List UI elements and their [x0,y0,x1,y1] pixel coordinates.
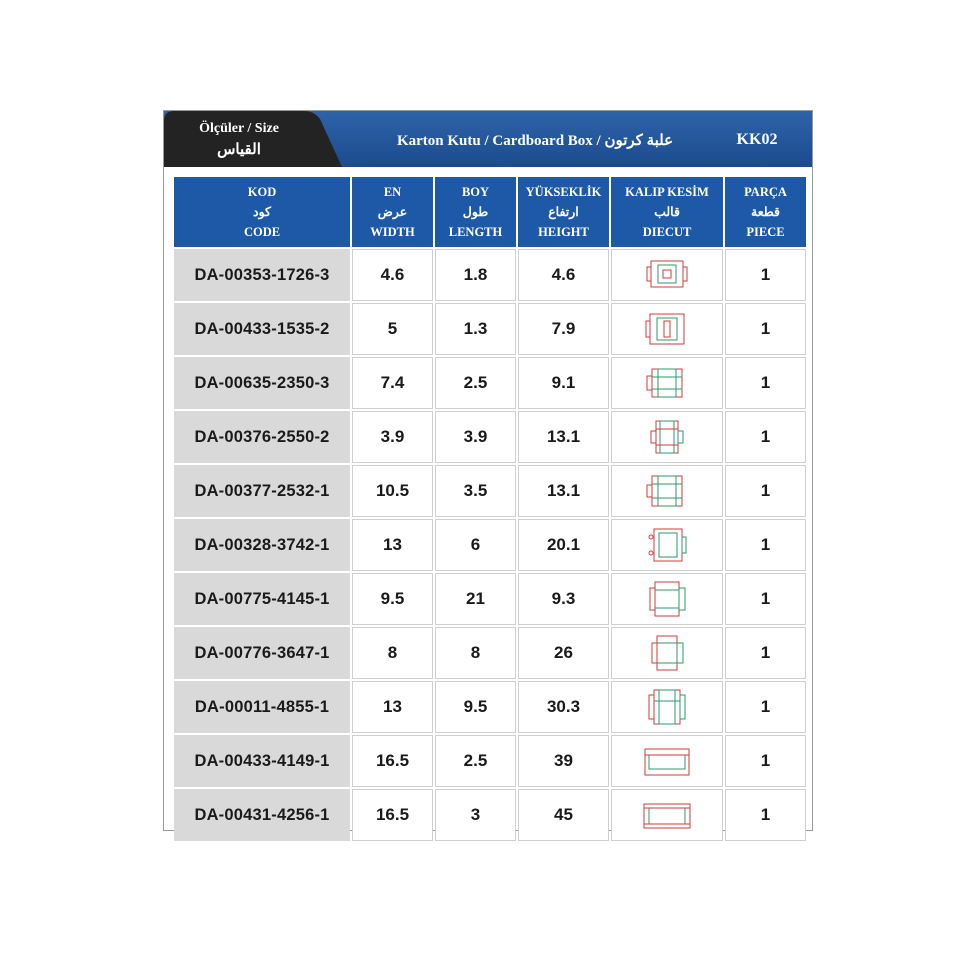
box-diecut-icon [640,471,694,511]
column-header-length-tr: BOY [461,185,490,199]
column-header-diecut [611,177,723,247]
length-cell: 6 [435,519,516,571]
column-header-code-ar: كود [253,205,271,219]
product-table [172,175,808,843]
height-cell: 20.1 [518,519,609,571]
column-header-code-tr: KOD [247,185,277,199]
box-diecut-icon [640,741,694,781]
box-diecut-icon [640,363,694,403]
product-code-cell: DA-00377-2532-1 [174,465,350,517]
width-cell: 16.5 [352,735,433,787]
piece-cell: 1 [725,519,806,571]
width-cell: 16.5 [352,789,433,841]
table-row [174,681,806,733]
diecut-cell [611,573,723,625]
diecut-cell [611,465,723,517]
height-cell: 26 [518,627,609,679]
diecut-cell [611,627,723,679]
width-cell: 13 [352,519,433,571]
width-cell: 4.6 [352,249,433,301]
diecut-cell [611,681,723,733]
diecut-cell [611,789,723,841]
box-diecut-icon [640,795,694,835]
piece-cell: 1 [725,789,806,841]
product-code-cell: DA-00433-4149-1 [174,735,350,787]
product-code-cell: DA-00328-3742-1 [174,519,350,571]
length-cell: 9.5 [435,681,516,733]
column-header-code [174,177,350,247]
column-header-length-ar: طول [462,205,489,219]
diecut-cell [611,519,723,571]
column-header-diecut-en: DIECUT [642,225,692,239]
width-cell: 10.5 [352,465,433,517]
table-row [174,465,806,517]
column-header-height-ar: ارتفاع [548,205,579,219]
header-banner [164,111,812,167]
product-code-cell: DA-00376-2550-2 [174,411,350,463]
height-cell: 9.3 [518,573,609,625]
table-row [174,627,806,679]
height-cell: 13.1 [518,411,609,463]
product-code-cell: DA-00635-2350-3 [174,357,350,409]
size-tab [164,111,342,167]
table-row [174,735,806,787]
box-diecut-icon [640,687,694,727]
table-row [174,519,806,571]
product-sheet [163,110,813,831]
column-header-diecut-ar: قالب [654,205,680,219]
box-diecut-icon [640,255,694,295]
diecut-cell [611,735,723,787]
diecut-cell [611,249,723,301]
column-header-piece-ar: قطعة [751,205,780,219]
piece-cell: 1 [725,303,806,355]
column-header-width-tr: EN [383,185,402,199]
width-cell: 3.9 [352,411,433,463]
width-cell: 13 [352,681,433,733]
height-cell: 30.3 [518,681,609,733]
length-cell: 1.3 [435,303,516,355]
length-cell: 21 [435,573,516,625]
product-code-cell: DA-00776-3647-1 [174,627,350,679]
diecut-cell [611,357,723,409]
width-cell: 9.5 [352,573,433,625]
diecut-cell [611,411,723,463]
column-header-length-en: LENGTH [448,225,503,239]
table-body [174,249,806,841]
table-row [174,789,806,841]
piece-cell: 1 [725,357,806,409]
length-cell: 3 [435,789,516,841]
piece-cell: 1 [725,627,806,679]
width-cell: 8 [352,627,433,679]
piece-cell: 1 [725,249,806,301]
box-diecut-icon [640,633,694,673]
column-header-length [435,177,516,247]
length-cell: 1.8 [435,249,516,301]
table-row [174,573,806,625]
product-code-cell: DA-00011-4855-1 [174,681,350,733]
column-header-height-tr: YÜKSEKLİK [525,185,602,199]
length-cell: 8 [435,627,516,679]
product-code-cell: DA-00353-1726-3 [174,249,350,301]
table-row [174,411,806,463]
piece-cell: 1 [725,681,806,733]
height-cell: 7.9 [518,303,609,355]
piece-cell: 1 [725,573,806,625]
catalog-title: Karton Kutu / Cardboard Box / علبة كرتون [396,133,674,149]
height-cell: 9.1 [518,357,609,409]
piece-cell: 1 [725,411,806,463]
catalog-code: KK02 [736,131,778,148]
column-header-width [352,177,433,247]
box-diecut-icon [640,525,694,565]
product-code-cell: DA-00775-4145-1 [174,573,350,625]
box-diecut-icon [640,309,694,349]
column-header-width-ar: عرض [377,205,408,219]
column-header-height-en: HEIGHT [538,225,589,239]
column-header-piece-en: PIECE [746,225,785,239]
height-cell: 39 [518,735,609,787]
size-label-arabic: القياس [217,142,261,158]
column-header-width-en: WIDTH [370,225,415,239]
width-cell: 7.4 [352,357,433,409]
piece-cell: 1 [725,465,806,517]
product-code-cell: DA-00431-4256-1 [174,789,350,841]
height-cell: 45 [518,789,609,841]
column-header-code-en: CODE [243,225,281,239]
column-header-piece-tr: PARÇA [744,185,787,199]
box-diecut-icon [640,579,694,619]
diecut-cell [611,303,723,355]
height-cell: 13.1 [518,465,609,517]
box-diecut-icon [640,417,694,457]
table-row [174,303,806,355]
table-row [174,249,806,301]
product-code-cell: DA-00433-1535-2 [174,303,350,355]
height-cell: 4.6 [518,249,609,301]
width-cell: 5 [352,303,433,355]
length-cell: 2.5 [435,735,516,787]
piece-cell: 1 [725,735,806,787]
column-header-height [518,177,609,247]
table-row [174,357,806,409]
column-header-diecut-tr: KALIP KESİM [625,185,709,199]
length-cell: 3.9 [435,411,516,463]
length-cell: 3.5 [435,465,516,517]
length-cell: 2.5 [435,357,516,409]
size-label-latin: Ölçüler / Size [199,121,279,136]
table-header-row [174,177,806,247]
column-header-piece [725,177,806,247]
